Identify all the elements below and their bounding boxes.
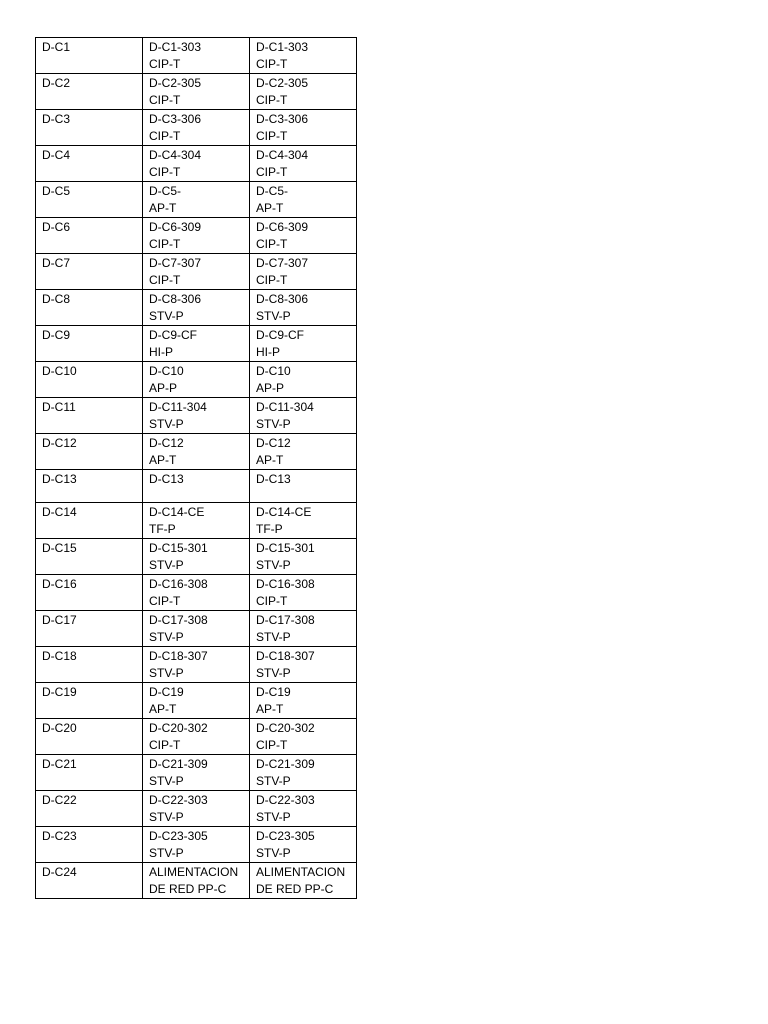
cell-col2 — [143, 362, 250, 398]
cell-col3 — [250, 683, 357, 719]
cell-col3 — [250, 326, 357, 362]
cell-id-text: D-C12 — [42, 436, 77, 450]
cell-col3-line-1: D-C11-304 — [256, 400, 314, 414]
cell-col2-line-2: CIP-T — [149, 164, 181, 179]
cell-col3-line-2: AP-P — [256, 380, 285, 395]
cell-col2-line-1: D-C4-304 — [149, 148, 202, 162]
cell-col3-line-1: D-C13 — [256, 472, 291, 486]
cell-id — [36, 470, 143, 503]
cell-id-text: D-C24 — [42, 865, 77, 879]
cell-col2 — [143, 38, 250, 74]
cell-col3-line-1: D-C8-306 — [256, 292, 309, 306]
cell-id-text: D-C18 — [42, 649, 77, 663]
cell-id-text: D-C13 — [42, 472, 77, 486]
cell-col3-line-2: AP-T — [256, 701, 284, 716]
cell-id-text: D-C2 — [42, 76, 71, 90]
table-row — [36, 290, 357, 326]
cell-id — [36, 611, 143, 647]
cell-col3-line-2: CIP-T — [256, 236, 288, 251]
cell-col3 — [250, 575, 357, 611]
cell-col3-line-1: D-C4-304 — [256, 148, 309, 162]
cell-col2-line-2: CIP-T — [149, 737, 181, 752]
cell-col2 — [143, 755, 250, 791]
cell-col2-line-2: STV-P — [149, 416, 184, 431]
cell-col2-line-2: DE RED PP-C — [149, 881, 227, 896]
cell-col3-line-1: D-C22-303 — [256, 793, 315, 807]
cell-col3 — [250, 38, 357, 74]
cell-col2-line-1: D-C11-304 — [149, 400, 207, 414]
cell-col2-line-2: STV-P — [149, 308, 184, 323]
cell-id — [36, 38, 143, 74]
cell-col3 — [250, 755, 357, 791]
cell-col3 — [250, 74, 357, 110]
table-row — [36, 362, 357, 398]
cell-col2-line-2: CIP-T — [149, 272, 181, 287]
cell-col2-line-1: D-C8-306 — [149, 292, 202, 306]
cell-id — [36, 575, 143, 611]
cell-id — [36, 647, 143, 683]
table-row — [36, 827, 357, 863]
cell-col2-line-1: D-C23-305 — [149, 829, 208, 843]
table-row — [36, 611, 357, 647]
cell-id-text: D-C11 — [42, 400, 76, 414]
cell-col3-line-2: CIP-T — [256, 128, 288, 143]
cell-col3-line-1: D-C2-305 — [256, 76, 309, 90]
cell-col3 — [250, 398, 357, 434]
cell-col3-line-2: CIP-T — [256, 593, 288, 608]
cell-col3-line-1: ALIMENTACION — [256, 865, 346, 879]
cell-col2-line-1: D-C6-309 — [149, 220, 202, 234]
cell-col3-line-1: D-C12 — [256, 436, 291, 450]
table-row — [36, 110, 357, 146]
cell-col3 — [250, 503, 357, 539]
cell-id-text: D-C6 — [42, 220, 71, 234]
table-row — [36, 182, 357, 218]
cell-col3-line-1: D-C23-305 — [256, 829, 315, 843]
cell-col2 — [143, 503, 250, 539]
cell-col3-line-1: D-C9-CF — [256, 328, 304, 342]
cell-col2-line-1: D-C9-CF — [149, 328, 197, 342]
cell-col3 — [250, 863, 357, 899]
cell-col3-line-1: D-C21-309 — [256, 757, 315, 771]
cell-col3-line-1: D-C20-302 — [256, 721, 315, 735]
cell-id-text: D-C1 — [42, 40, 71, 54]
cell-col2 — [143, 719, 250, 755]
cell-col2-line-1: D-C1-303 — [149, 40, 202, 54]
cell-id-text: D-C23 — [42, 829, 77, 843]
cell-id-text: D-C4 — [42, 148, 71, 162]
cell-col2 — [143, 575, 250, 611]
table-row — [36, 791, 357, 827]
cell-col2 — [143, 683, 250, 719]
cell-col3-line-1: D-C16-308 — [256, 577, 315, 591]
cell-col2-line-2: STV-P — [149, 557, 184, 572]
cell-id — [36, 827, 143, 863]
table-row — [36, 254, 357, 290]
cell-col2-line-1: D-C16-308 — [149, 577, 208, 591]
cell-col2-line-2: AP-T — [149, 452, 177, 467]
cell-col2-line-1: D-C7-307 — [149, 256, 202, 270]
cell-col3-line-1: D-C5- — [256, 184, 288, 198]
cell-col3 — [250, 791, 357, 827]
cell-id-text: D-C20 — [42, 721, 77, 735]
cell-col3-line-2: CIP-T — [256, 737, 288, 752]
cell-col3-line-2: STV-P — [256, 416, 291, 431]
table-row — [36, 683, 357, 719]
cell-col3 — [250, 647, 357, 683]
cell-col3-line-2: STV-P — [256, 308, 291, 323]
cell-col2-line-1: D-C13 — [149, 472, 184, 486]
cell-col3-line-1: D-C19 — [256, 685, 291, 699]
cell-col3 — [250, 827, 357, 863]
cell-col3 — [250, 254, 357, 290]
table-row — [36, 755, 357, 791]
cell-id-text: D-C7 — [42, 256, 71, 270]
cell-col2 — [143, 647, 250, 683]
cell-col2-line-1: D-C10 — [149, 364, 184, 378]
cell-col3-line-2: STV-P — [256, 665, 291, 680]
cell-id-text: D-C19 — [42, 685, 77, 699]
cell-col3 — [250, 611, 357, 647]
cell-col3-line-2: CIP-T — [256, 272, 288, 287]
cell-id — [36, 110, 143, 146]
cell-id-text: D-C17 — [42, 613, 77, 627]
cell-id-text: D-C5 — [42, 184, 71, 198]
cell-col3 — [250, 539, 357, 575]
cell-id — [36, 146, 143, 182]
cell-id-text: D-C9 — [42, 328, 71, 342]
cell-col3 — [250, 434, 357, 470]
cell-col2-line-2: STV-P — [149, 629, 184, 644]
cell-col3-line-2: CIP-T — [256, 56, 288, 71]
table-row — [36, 38, 357, 74]
cell-col2-line-2: STV-P — [149, 665, 184, 680]
cell-col3-line-2: STV-P — [256, 773, 291, 788]
cell-id — [36, 791, 143, 827]
cell-id — [36, 719, 143, 755]
table-row — [36, 575, 357, 611]
cell-id — [36, 398, 143, 434]
cell-id-text: D-C22 — [42, 793, 77, 807]
cell-col3-line-2: STV-P — [256, 845, 291, 860]
cell-col3 — [250, 146, 357, 182]
cell-col3-line-2: STV-P — [256, 557, 291, 572]
data-table — [35, 37, 357, 899]
cell-col3-line-1: D-C10 — [256, 364, 291, 378]
cell-col3-line-2: CIP-T — [256, 164, 288, 179]
cell-id — [36, 683, 143, 719]
cell-col2 — [143, 470, 250, 503]
cell-id — [36, 863, 143, 899]
cell-col3-line-1: D-C18-307 — [256, 649, 315, 663]
cell-col3 — [250, 719, 357, 755]
cell-col2 — [143, 398, 250, 434]
cell-id — [36, 755, 143, 791]
cell-col2-line-2: AP-T — [149, 701, 177, 716]
cell-col2-line-2: STV-P — [149, 809, 184, 824]
cell-id-text: D-C10 — [42, 364, 77, 378]
table-row — [36, 146, 357, 182]
cell-col3-line-2: TF-P — [256, 521, 283, 536]
cell-col2 — [143, 434, 250, 470]
cell-col2-line-2: CIP-T — [149, 128, 181, 143]
cell-col3-line-1: D-C6-309 — [256, 220, 309, 234]
cell-col2-line-1: D-C12 — [149, 436, 184, 450]
table-row — [36, 434, 357, 470]
cell-id-text: D-C21 — [42, 757, 77, 771]
cell-id-text: D-C8 — [42, 292, 71, 306]
cell-col2 — [143, 539, 250, 575]
cell-col3-line-2: CIP-T — [256, 92, 288, 107]
cell-col2 — [143, 791, 250, 827]
cell-col2-line-1: D-C3-306 — [149, 112, 202, 126]
cell-col2-line-1: D-C17-308 — [149, 613, 208, 627]
cell-col2-line-2: CIP-T — [149, 236, 181, 251]
cell-id-text: D-C15 — [42, 541, 77, 555]
cell-col2 — [143, 218, 250, 254]
cell-col2-line-2: STV-P — [149, 845, 184, 860]
cell-col3-line-2: AP-T — [256, 452, 284, 467]
table-row — [36, 218, 357, 254]
cell-id-text: D-C3 — [42, 112, 71, 126]
cell-col2 — [143, 863, 250, 899]
cell-col2-line-1: ALIMENTACION — [149, 865, 239, 879]
table-row — [36, 719, 357, 755]
cell-col2 — [143, 110, 250, 146]
table-row — [36, 74, 357, 110]
cell-id — [36, 218, 143, 254]
table-row — [36, 470, 357, 503]
cell-col2-line-1: D-C5- — [149, 184, 181, 198]
table-row — [36, 326, 357, 362]
cell-id — [36, 182, 143, 218]
cell-col3-line-2: STV-P — [256, 809, 291, 824]
cell-col3-line-1: D-C7-307 — [256, 256, 309, 270]
cell-col3-line-2: STV-P — [256, 629, 291, 644]
cell-col3-line-2: HI-P — [256, 344, 280, 359]
cell-col3 — [250, 182, 357, 218]
cell-col2-line-1: D-C21-309 — [149, 757, 208, 771]
cell-id — [36, 434, 143, 470]
cell-col2 — [143, 146, 250, 182]
cell-col2-line-2: CIP-T — [149, 56, 181, 71]
cell-col2-line-2: CIP-T — [149, 92, 181, 107]
cell-col2 — [143, 326, 250, 362]
cell-col2-line-1: D-C20-302 — [149, 721, 208, 735]
cell-col2-line-2: HI-P — [149, 344, 173, 359]
cell-id — [36, 326, 143, 362]
cell-id — [36, 290, 143, 326]
table-row — [36, 863, 357, 899]
cell-col3-line-2: DE RED PP-C — [256, 881, 334, 896]
table-row — [36, 539, 357, 575]
cell-col3-line-1: D-C17-308 — [256, 613, 315, 627]
cell-id — [36, 503, 143, 539]
cell-col2-line-1: D-C14-CE — [149, 505, 205, 519]
cell-col2-line-1: D-C22-303 — [149, 793, 208, 807]
cell-col3 — [250, 470, 357, 503]
cell-col2 — [143, 611, 250, 647]
cell-col2 — [143, 827, 250, 863]
cell-col2-line-2: AP-T — [149, 200, 177, 215]
cell-id — [36, 254, 143, 290]
table-body — [36, 38, 357, 899]
cell-id-text: D-C14 — [42, 505, 77, 519]
cell-col2-line-1: D-C15-301 — [149, 541, 208, 555]
cell-col3 — [250, 110, 357, 146]
cell-col2 — [143, 182, 250, 218]
cell-col3-line-2: AP-T — [256, 200, 284, 215]
cell-col2-line-1: D-C19 — [149, 685, 184, 699]
cell-col3 — [250, 362, 357, 398]
table-row — [36, 398, 357, 434]
cell-col2-line-2: AP-P — [149, 380, 178, 395]
cell-col2-line-2: CIP-T — [149, 593, 181, 608]
cell-col2 — [143, 290, 250, 326]
cell-col2 — [143, 74, 250, 110]
cell-col2-line-2: TF-P — [149, 521, 176, 536]
cell-col3-line-1: D-C1-303 — [256, 40, 309, 54]
cell-id-text: D-C16 — [42, 577, 77, 591]
cell-col2-line-1: D-C18-307 — [149, 649, 208, 663]
cell-col3-line-1: D-C3-306 — [256, 112, 309, 126]
cell-id — [36, 362, 143, 398]
cell-col3-line-1: D-C14-CE — [256, 505, 312, 519]
cell-col3 — [250, 218, 357, 254]
cell-col2-line-2: STV-P — [149, 773, 184, 788]
table-row — [36, 503, 357, 539]
table-row — [36, 647, 357, 683]
cell-id — [36, 74, 143, 110]
cell-col3 — [250, 290, 357, 326]
cell-col2-line-1: D-C2-305 — [149, 76, 202, 90]
cell-col3-line-1: D-C15-301 — [256, 541, 315, 555]
cell-col2 — [143, 254, 250, 290]
cell-id — [36, 539, 143, 575]
